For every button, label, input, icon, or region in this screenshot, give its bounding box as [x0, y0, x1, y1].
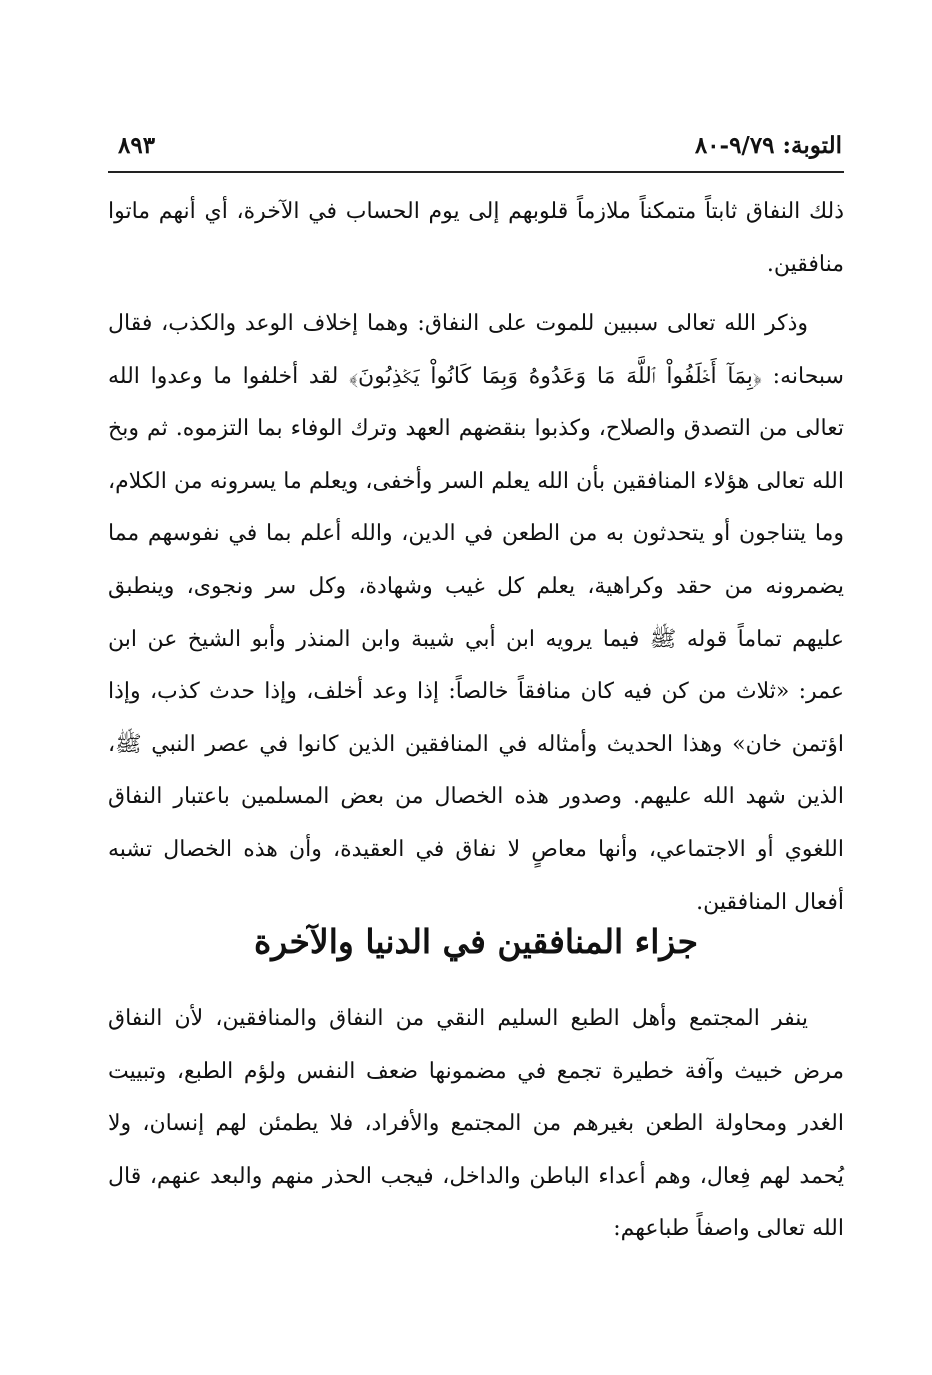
page-header: [110, 128, 842, 168]
section-heading: جزاء المنافقين في الدنيا والآخرة: [254, 922, 698, 961]
header-divider: [108, 171, 844, 173]
paragraph-text: وذكر الله تعالى سببين للموت على النفاق: وهما إخلاف الوعد والكذب، فقال سبحانه: ﴿بِمَآ أَخۡلَفُواْ ٱللَّهَ مَا وَعَدُوهُ وَبِمَا كَانُواْ يَكۡذِبُونَ﴾ لقد أخلفوا ما وعدوا الله تعالى من التصدق والصلاح، وكذبوا بنقضهم العهد وترك الوفاء بما التزموه. ثم وبخ الله تعالى هؤلاء المنافقين بأن الله يعلم السر وأخفى، ويعلم ما يسرونه من الكلام، وما يتناجون أو يتحدثون به من الطعن في الدين، والله أعلم بما في نفوسهم مما يضمرونه من حقد وكراهية، يعلم كل غيب وشهادة، وكل سر ونجوى، وينطبق عليهم تماماً قوله ﷺ فيما يرويه ابن أبي شيبة وابن المنذر وأبو الشيخ عن ابن عمر: «ثلاث من كن فيه كان منافقاً خالصاً: إذا وعد أخلف، وإذا حدث كذب، وإذا اؤتمن خان» وهذا الحديث وأمثاله في المنافقين الذين كانوا في عصر النبي ﷺ، الذين شهد الله عليهم. وصدور هذه الخصال من بعض المسلمين باعتبار النفاق اللغوي أو الاجتماعي، وأنها معاصٍ لا نفاق في العقيدة، وأن هذه الخصال تشبه أفعال المنافقين.: [108, 311, 844, 915]
paragraph-text: ينفر المجتمع وأهل الطبع السليم النقي من النفاق والمنافقين، لأن النفاق مرض خبيث وآفة خطيرة تجمع في مضمونها ضعف النفس ولؤم الطبع، وتبييت الغدر ومحاولة الطعن بغيرهم من المجتمع والأفراد، فلا يطمئن لهم إنسان، ولا يُحمد لهم فِعال، وهم أعداء الباطن والداخل، فيجب الحذر منهم والبعد عنهم، قال الله تعالى واصفاً طباعهم:: [108, 1006, 844, 1242]
surah-reference: التوبة: ٩/٧٩-٨٠: [694, 132, 842, 159]
paragraph-text: ذلك النفاق ثابتاً متمكناً ملازماً قلوبهم إلى يوم الحساب في الآخرة، أي أنهم ماتوا منافقين.: [108, 199, 844, 277]
paragraph-continuation: [108, 186, 844, 291]
paragraph-section: [108, 993, 844, 1256]
paragraph-main: [108, 298, 844, 929]
page-number: ٨٩٣: [118, 132, 156, 159]
